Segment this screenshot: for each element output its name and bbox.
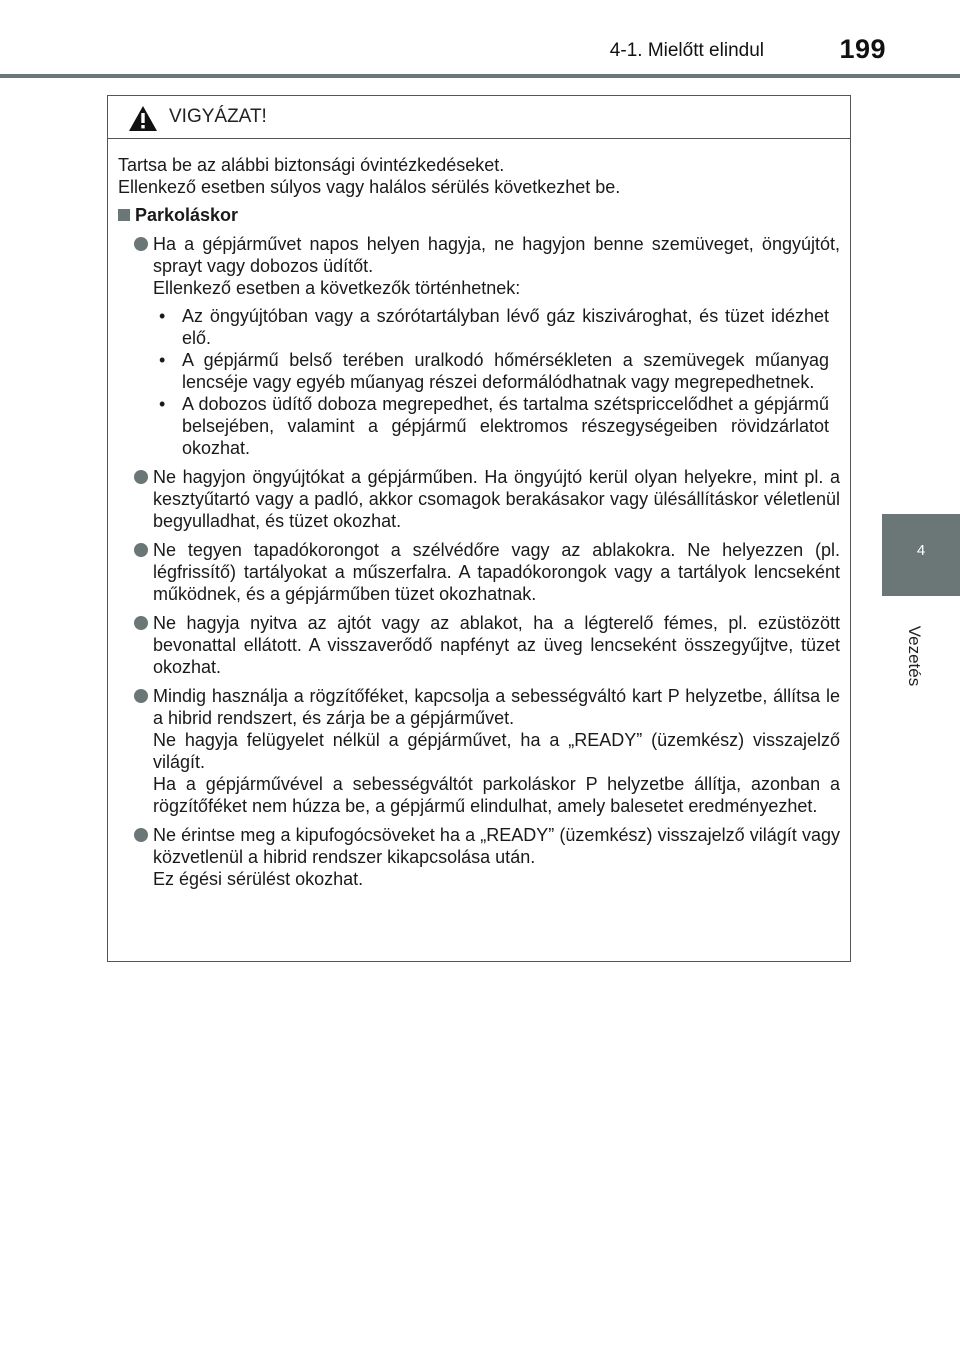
paragraph: Ha a gépjárművével a sebességváltót parkoláskor P helyzetbe állítja, azonban a rögzítőféket nem húzza be, a gépjármű elindulhat, amely balesetet eredményezhet. xyxy=(153,774,840,816)
warning-header xyxy=(108,96,850,139)
warning-body xyxy=(108,139,850,890)
circle-bullet-icon xyxy=(134,237,148,251)
circle-bullet-icon xyxy=(134,616,148,630)
chapter-label xyxy=(884,606,944,716)
paragraph: Mindig használja a rögzítőféket, kapcsolja a sebességváltó kart P helyzetbe, állítsa le a hibrid rendszert, és zárja be a gépjárművet. xyxy=(153,686,840,728)
list-item xyxy=(118,612,840,678)
header-rule xyxy=(0,74,960,78)
section-heading xyxy=(118,204,840,226)
paragraph: Ez égési sérülést okozhat. xyxy=(153,869,364,889)
list-item xyxy=(118,539,840,605)
circle-bullet-icon xyxy=(134,689,148,703)
list-item xyxy=(118,466,840,532)
small-dot-icon: • xyxy=(159,306,166,326)
sub-item xyxy=(153,349,829,393)
circle-bullet-icon xyxy=(134,470,148,484)
sub-item-text: Az öngyújtóban vagy a szórótartályban lévő gáz kiszivároghat, és tüzet idézhet elő. xyxy=(182,306,829,348)
paragraph: Ne hagyjon öngyújtókat a gépjárműben. Ha öngyújtó kerül olyan helyekre, mint pl. a kesztyűtartó vagy a padló, akkor csomagok berakásakor vagy ülésállításkor véletlenül begyulladhat, és tüzet okozhat. xyxy=(153,467,840,531)
warning-triangle-icon xyxy=(128,105,158,132)
page-number: 199 xyxy=(839,34,886,64)
small-dot-icon: • xyxy=(159,394,166,414)
paragraph: Ne tegyen tapadókorongot a szélvédőre vagy az ablakokra. Ne helyezzen (pl. légfrissítő) tartályokat a műszerfalra. A tapadókorongok vagy a tartályok lencseként működnek, és a gépjárműben tüzet okozhatnak. xyxy=(153,540,840,604)
page-header xyxy=(0,0,960,80)
paragraph: Ne hagyja felügyelet nélkül a gépjárművet, ha a „READY” (üzemkész) visszajelző világít. xyxy=(153,730,840,772)
square-bullet-icon xyxy=(118,209,130,221)
chapter-tab xyxy=(882,514,960,596)
paragraph: Ellenkező esetben a következők történhetnek: xyxy=(153,278,521,298)
warning-title: VIGYÁZAT! xyxy=(169,106,267,127)
list-item xyxy=(118,233,840,459)
circle-bullet-icon xyxy=(134,828,148,842)
chapter-number: 4 xyxy=(916,542,926,559)
list-item xyxy=(118,824,840,890)
paragraph: Ne hagyja nyitva az ajtót vagy az ablakot, ha a légterelő fémes, pl. ezüstözött bevonattal ellátott. A visszaverődő napfényt az üveg lencseként összegyűjtve, tüzet okozhat. xyxy=(153,613,840,677)
section-title: 4-1. Mielőtt elindul xyxy=(609,40,764,61)
paragraph: Ne érintse meg a kipufogócsöveket ha a „READY” (üzemkész) visszajelző világít vagy közvetlenül a hibrid rendszer kikapcsolása után. xyxy=(153,825,840,867)
circle-bullet-icon xyxy=(134,543,148,557)
sub-list xyxy=(153,305,840,459)
sub-item-text: A dobozos üdítő doboza megrepedhet, és tartalma szétspriccelődhet a gépjármű belsejében, valamint a gépjármű elektromos részegységeiben rövidzárlatot okozhat. xyxy=(182,394,829,458)
list-item xyxy=(118,685,840,817)
sub-item xyxy=(153,393,829,459)
intro-line: Tartsa be az alábbi biztonsági óvintézkedéseket. xyxy=(118,155,505,175)
paragraph: Ha a gépjárművet napos helyen hagyja, ne hagyjon benne szemüveget, öngyújtót, sprayt vagy dobozos üdítőt. xyxy=(153,234,840,276)
sub-item xyxy=(153,305,829,349)
warning-box xyxy=(107,95,851,962)
small-dot-icon: • xyxy=(159,350,166,370)
section-heading-text: Parkoláskor xyxy=(135,205,239,225)
sub-item-text: A gépjármű belső terében uralkodó hőmérsékleten a szemüvegek műanyag lencséje vagy egyéb műanyag részei deformálódhatnak vagy megrepedhetnek. xyxy=(182,350,829,392)
chapter-label-text: Vezetés xyxy=(905,625,924,687)
intro-line: Ellenkező esetben súlyos vagy halálos sérülés következhet be. xyxy=(118,177,621,197)
